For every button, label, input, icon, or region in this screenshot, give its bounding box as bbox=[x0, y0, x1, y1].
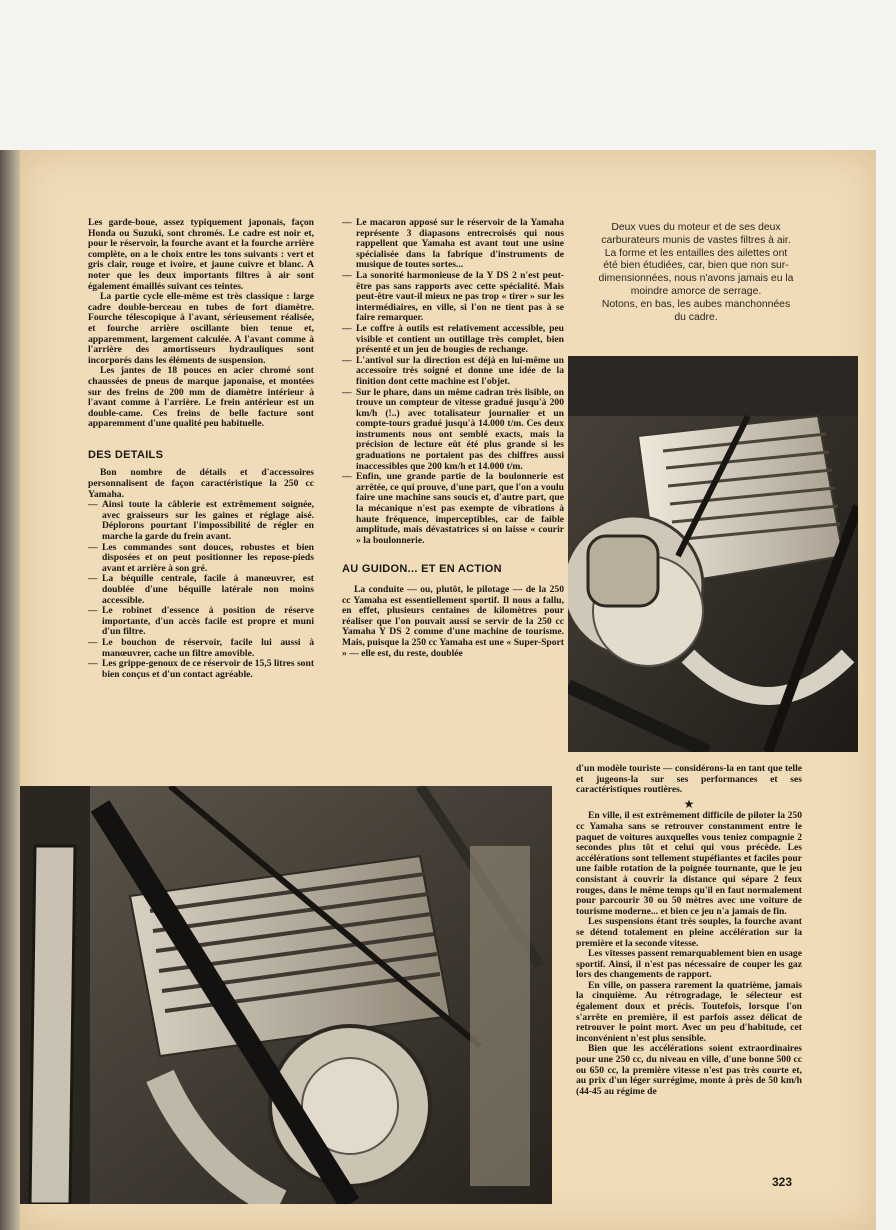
list-item: — La béquille centrale, facile à manœuvrer, est doublée d'une béquille latérale non moins accessible. bbox=[88, 574, 314, 606]
list-item: — La sonorité harmonieuse de la Y DS 2 n'est peut-être pas sans rapports avec cette spécialité. Mais peut-être vaut-il mieux ne pas trop « tirer » sur les intermédiaires, en ville, si l'on ne tient pas à se faire remarquer. bbox=[342, 271, 564, 324]
heading-details: DES DETAILS bbox=[88, 448, 164, 461]
engine-photo-bottom bbox=[20, 786, 552, 1204]
list-item: — Le robinet d'essence à position de réserve importante, d'un accès facile est propre et muni d'un filtre. bbox=[88, 606, 314, 638]
column-3 bbox=[576, 764, 802, 1097]
paragraph-tourist: d'un modèle touriste — considérons-la en tant que telle et jugeons-la sur ses performances et ses caractéristiques routières. bbox=[576, 763, 802, 796]
photo-caption bbox=[598, 222, 794, 324]
list-item: — Les grippe-genoux de ce réservoir de 15,5 litres sont bien conçus et d'un contact agréable. bbox=[88, 659, 314, 680]
paragraph-mudguards: Les garde-boue, assez typiquement japonais, façon Honda ou Suzuki, sont chromés. Le cadre est noir et, pour le réservoir, la fourche avant et la fourche arrière complète, on a le choix entre les tons suivants : vert et gris clair, rouge et ivoire, et jaune cuivre et blanc. A noter que les deux importants filtres à air sont également émaillés suivant ces teintes. bbox=[88, 217, 314, 292]
list-item: — Les commandes sont douces, robustes et bien disposées et on peut positionner les repose-pieds avant et arrière à son gré. bbox=[88, 543, 314, 575]
list-item: — Le macaron apposé sur le réservoir de la Yamaha représente 3 diapasons entrecroisés qui nous rappellent que Yamaha est avant tout une usine spécialisée dans la fabrique d'instruments de musique de toutes sortes... bbox=[342, 218, 564, 271]
list-item: — Ainsi toute la câblerie est extrêmement soignée, avec graisseurs sur les gaines et réglage aisé. Déplorons pourtant l'impossibilité de régler en marche la garde du frein avant. bbox=[88, 500, 314, 542]
magazine-page bbox=[20, 150, 876, 1230]
list-item: — Enfin, une grande partie de la boulonnerie est arrêtée, ce qui prouve, d'une part, que l'on a voulu faire une machine sans soucis et, d'autre part, que la mécanique n'est pas exempte de vibrations à haute fréquence, imperceptibles, car de faible amplitude, mais dévastatrices si on laisse « courir » la boulonnerie. bbox=[342, 472, 564, 546]
column-1 bbox=[88, 218, 314, 680]
list-item: — Sur le phare, dans un même cadran très lisible, on trouve un compteur de vitesse gradué jusqu'à 200 km/h (!..) avec totalisateur journalier et un compte-tours gradué jusqu'à 14.000 t/m. Ces deux instruments nous ont semblé exacts, mais la précision de lecture eût été plus grande si les graduations ne portaient pas des chiffres aussi inaccessibles que 200 km/h et 14.000 t/m. bbox=[342, 388, 564, 473]
scanner-background bbox=[0, 0, 896, 150]
paragraph-fourth-gear: En ville, on passera rarement la quatrième, jamais la cinquième. Au rétrogradage, le sélecteur est également doux et précis. Toutefois, lorsque l'on s'arrête en première, il est parfois assez délicat de retrouver le point mort. Avec un peu d'habitude, cet inconvénient n'est plus sensible. bbox=[576, 979, 802, 1044]
details-list-1 bbox=[88, 500, 314, 680]
engine-close-up-illustration bbox=[20, 786, 552, 1204]
details-list-2 bbox=[342, 218, 564, 546]
paragraph-frame: La partie cycle elle-même est très classique : large cadre double-berceau en tubes de fort diamètre. Fourche télescopique à l'avant, sérieusement réalisée, et fourche arrière oscillante bien tenue et, apparemment, largement calculée. A l'avant comme à l'arrière des amortisseurs hydrauliques sont incorporés dans les éléments de suspension. bbox=[88, 291, 314, 366]
scanner-background-right bbox=[876, 150, 896, 1230]
paragraph-city: En ville, il est extrêmement difficile de piloter la 250 cc Yamaha sans se retrouver constamment entre le paquet de voitures auxquelles vous teniez compagnie 2 secondes plus tôt et celui qui vous précède. Les accélérations sont tellement stupéfiantes et faciles pour une faible rotation de la poignée tournante, que le jeu consistant à couvrir la distance qui sépare 2 feux rouges, dans le même temps qu'il en faut normalement pour parcourir 30 ou 50 mètres avec une voiture de tourisme moderne... et bien ce jeu n'a jamais de fin. bbox=[576, 810, 802, 917]
list-item: — Le bouchon de réservoir, facile lui aussi à manœuvrer, cache un filtre amovible. bbox=[88, 638, 314, 659]
page-number: 323 bbox=[772, 1175, 793, 1189]
previous-page-edge bbox=[0, 150, 20, 1230]
paragraph-riding: La conduite — ou, plutôt, le pilotage — de la 250 cc Yamaha est essentiellement sportif. Il nous a fallu, en effet, plusieurs centaines de kilomètres pour réaliser que l'on pouvait aussi se servir de la 250 cc Yamaha Y DS 2 comme d'une machine de tourisme. Mais, puisque la 250 cc Yamaha est une « Super-Sport » — elle est, du reste, doublée bbox=[342, 584, 564, 659]
star-separator-icon: ★ bbox=[683, 796, 695, 811]
paragraph-gears: Les vitesses passent remarquablement bien en usage sportif. Ainsi, il n'est pas nécessaire de couper les gaz lors des changements de rapport. bbox=[576, 948, 802, 981]
paragraph-wheels: Les jantes de 18 pouces en acier chromé sont chaussées de pneus de marque japonaise, et montées sur des freins de 200 mm de diamètre intérieur à l'avant comme à l'arrière. Le frein antérieur est un double-came. Ces freins de belle facture sont apparemment d'une qualité peu habituelle. bbox=[88, 365, 314, 430]
paragraph-details-intro: Bon nombre de détails et d'accessoires personnalisent de façon caractéristique la 250 cc Yamaha. bbox=[88, 467, 314, 500]
column-2 bbox=[342, 218, 564, 659]
list-item: — L'antivol sur la direction est déjà en lui-même un accessoire très soigné et donne une idée de la finition dont cette machine est l'objet. bbox=[342, 356, 564, 388]
engine-photo-top bbox=[568, 356, 858, 752]
heading-handlebars: AU GUIDON... ET EN ACTION bbox=[342, 563, 502, 576]
caption-text-bottom: Notons, en bas, les aubes manchonnées du cadre. bbox=[601, 298, 791, 323]
engine-photo-illustration bbox=[568, 356, 858, 752]
caption-text: Deux vues du moteur et de ses deux carburateurs munis de vastes filtres à air. La forme et les entailles des ailettes ont été bien étudiées, car, bien que non sur-dimensionnées, nous n'avons jamais eu la moindre amorce de serrage. bbox=[598, 222, 794, 297]
paragraph-suspension: Les suspensions étant très souples, la fourche avant se détend totalement en pleine accélération sur la première et la seconde vitesse. bbox=[576, 916, 802, 949]
paragraph-acceleration: Bien que les accélérations soient extraordinaires pour une 250 cc, du niveau en ville, d'une bonne 500 cc ou 650 cc, la première vitesse n'est pas très courte et, au prix d'un léger surrégime, monte à près de 50 km/h (44-45 au régime de bbox=[576, 1043, 802, 1097]
list-item: — Le coffre à outils est relativement accessible, peu visible et contient un outillage très complet, bien présenté et un jeu de bougies de rechange. bbox=[342, 324, 564, 356]
